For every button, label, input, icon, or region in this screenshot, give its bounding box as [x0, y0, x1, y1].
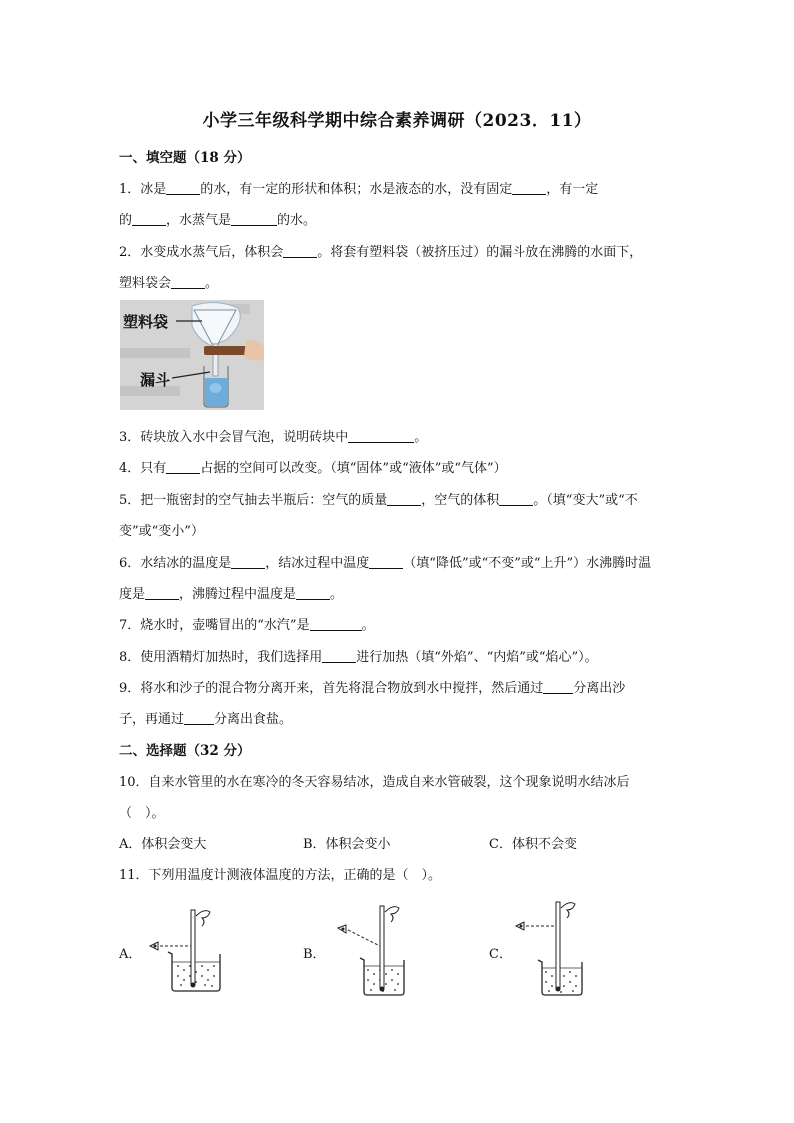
answer-blank[interactable] [296, 587, 330, 600]
q9-text-c: 子，再通过 [119, 712, 185, 727]
question-5-line-1 [119, 489, 638, 508]
answer-blank[interactable] [231, 213, 277, 226]
answer-blank[interactable] [166, 182, 200, 195]
q4-text-b: 占据的空间可以改变。（填“固体”或“液体”或“气体”） [200, 461, 507, 476]
thermometer-option-c-figure [512, 898, 602, 998]
question-10-line-2: （ ）。 [119, 806, 165, 821]
question-7 [119, 614, 375, 633]
question-6-line-1 [119, 552, 651, 571]
funnel-bag-photo [120, 300, 264, 410]
answer-blank[interactable] [184, 712, 214, 725]
thermometer-option-a-figure [146, 906, 236, 996]
question-2-line-1 [119, 241, 642, 260]
q5-text-c: 。（填“变大”或“不 [533, 493, 638, 508]
q3-text-b: 。 [414, 430, 428, 445]
answer-blank[interactable] [166, 461, 200, 474]
answer-blank[interactable] [322, 650, 356, 663]
q2-text-a: 2．水变成水蒸气后，体积会 [119, 245, 284, 260]
question-3 [119, 426, 427, 445]
question-9-line-1 [119, 677, 625, 696]
q6-text-e: ，沸腾过程中温度是 [179, 587, 297, 602]
q2-text-c: 塑料袋会 [119, 276, 172, 291]
question-11: 11．下列用温度计测液体温度的方法，正确的是（ ）。 [119, 868, 442, 883]
section-heading-fill-blank: 一、填空题（18 分） [119, 150, 251, 166]
q9-text-a: 9．将水和沙子的混合物分离开来，首先将混合物放到水中搅拌，然后通过 [119, 681, 544, 696]
answer-blank[interactable] [369, 556, 403, 569]
question-2-line-2 [119, 272, 218, 291]
q10-option-a[interactable]: A．体积会变大 [119, 837, 207, 852]
answer-blank[interactable] [387, 493, 421, 506]
q1-text-e: ，水蒸气是 [166, 213, 232, 228]
q6-text-b: ，结冰过程中温度 [265, 556, 370, 571]
q1-text-d: 的 [119, 213, 133, 228]
q1-text-a: 1．冰是 [119, 182, 167, 197]
q1-text-b: 的水，有一定的形状和体积；水是液态的水，没有固定 [200, 182, 513, 197]
section-heading-multiple-choice: 二、选择题（32 分） [119, 743, 251, 759]
answer-blank[interactable] [283, 245, 317, 258]
q6-text-a: 6．水结冰的温度是 [119, 556, 232, 571]
q11-option-a-label[interactable]: A． [119, 947, 142, 962]
q6-text-d: 度是 [119, 587, 146, 602]
answer-blank[interactable] [310, 618, 362, 631]
q8-text-a: 8．使用酒精灯加热时，我们选择用 [119, 650, 323, 665]
q2-text-b: 。将套有塑料袋（被挤压过）的漏斗放在沸腾的水面下， [317, 245, 643, 260]
label-funnel: 漏斗 [140, 371, 171, 389]
q11-option-c-label[interactable]: C． [489, 947, 512, 962]
question-5-line-2 [119, 520, 204, 539]
q6-text-c: （填“降低”或“不变”或“上升”）水沸腾时温 [403, 556, 652, 571]
q5-text-b: ，空气的体积 [421, 493, 500, 508]
question-8 [119, 646, 598, 665]
q5-text-d: 变”或“变小”） [119, 524, 204, 539]
answer-blank[interactable] [512, 182, 546, 195]
answer-blank[interactable] [145, 587, 179, 600]
q1-text-f: 的水。 [277, 213, 317, 228]
answer-blank[interactable] [132, 213, 166, 226]
q9-text-d: 分离出食盐。 [214, 712, 293, 727]
answer-blank[interactable] [348, 430, 414, 443]
q6-text-f: 。 [330, 587, 344, 602]
q2-text-d: 。 [205, 276, 219, 291]
q5-text-a: 5．把一瓶密封的空气抽去半瓶后：空气的质量 [119, 493, 388, 508]
answer-blank[interactable] [543, 681, 573, 694]
q8-text-b: 进行加热（填“外焰”、“内焰”或“焰心”）。 [356, 650, 598, 665]
question-10-line-1: 10．自来水管里的水在寒冷的冬天容易结冰，造成自来水管破裂，这个现象说明水结冰后 [119, 775, 630, 790]
label-plastic-bag: 塑料袋 [123, 313, 169, 331]
question-9-line-2 [119, 708, 292, 727]
q7-text-b: 。 [361, 618, 375, 633]
q10-option-b[interactable]: B．体积会变小 [303, 837, 391, 852]
answer-blank[interactable] [499, 493, 533, 506]
q9-text-b: 分离出沙 [573, 681, 626, 696]
question-4 [119, 457, 507, 476]
q11-option-b-label[interactable]: B． [303, 947, 326, 962]
question-1-line-1 [119, 178, 598, 197]
answer-blank[interactable] [171, 276, 205, 289]
question-1-line-2 [119, 209, 316, 228]
q4-text-a: 4．只有 [119, 461, 167, 476]
q3-text-a: 3．砖块放入水中会冒气泡，说明砖块中 [119, 430, 349, 445]
q1-text-c: ，有一定 [546, 182, 599, 197]
question-6-line-2 [119, 583, 343, 602]
answer-blank[interactable] [231, 556, 265, 569]
q10-option-c[interactable]: C．体积不会变 [489, 837, 577, 852]
q7-text-a: 7．烧水时，壶嘴冒出的“水汽”是 [119, 618, 310, 633]
page-title: 小学三年级科学期中综合素养调研（2023．11） [202, 111, 592, 131]
thermometer-option-b-figure [334, 900, 424, 1000]
